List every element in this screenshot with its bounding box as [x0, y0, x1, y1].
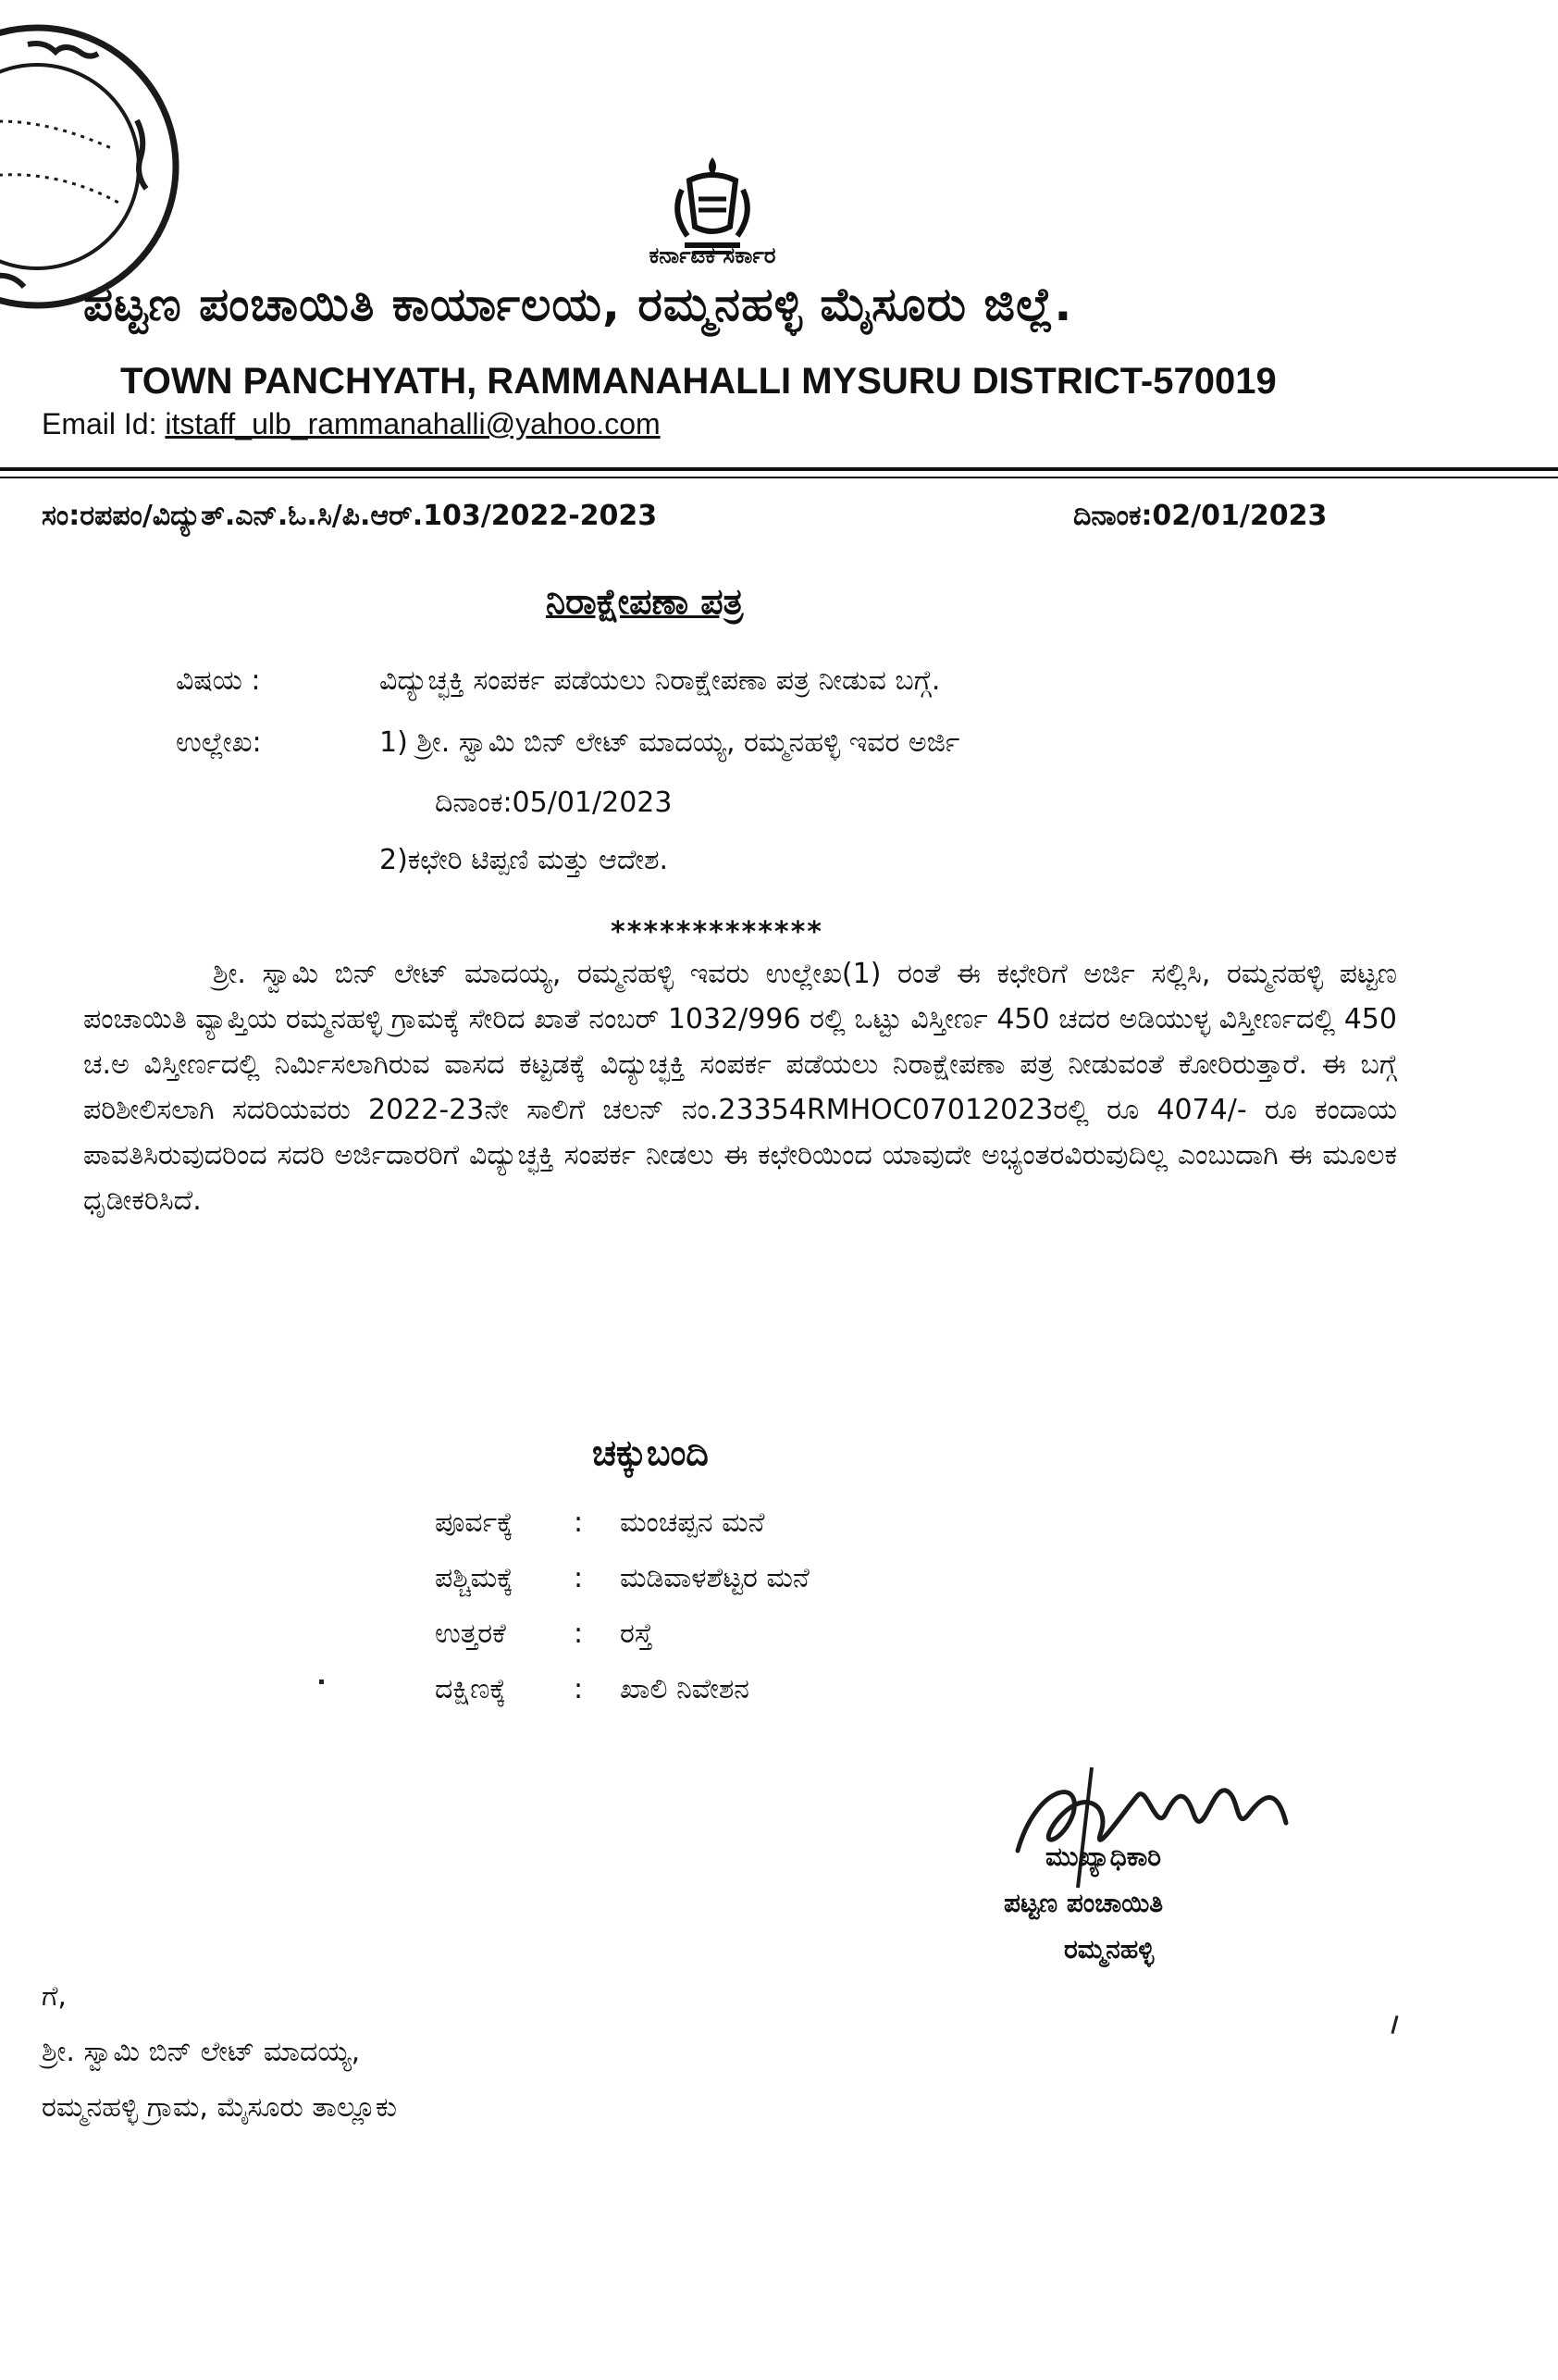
header-rule — [0, 467, 1558, 471]
boundary-colon: : — [574, 1673, 584, 1705]
office-name-kannada: ಪಟ್ಟಣ ಪಂಚಾಯಿತಿ ಕಾರ್ಯಾಲಯ, ರಮ್ಮನಹಳ್ಳಿ ಮೈಸೂರು ಜಿಲ್ಲೆ. — [83, 278, 1073, 331]
recipient-address: ರಮ್ಮನಹಳ್ಳಿ ಗ್ರಾಮ, ಮೈಸೂರು ತಾಲ್ಲೂಕು — [42, 2091, 398, 2124]
letter-date: ದಿನಾಂಕ:02/01/2023 — [1073, 500, 1328, 532]
header-rule-thin — [0, 477, 1558, 478]
boundary-row — [435, 1673, 749, 1705]
body-text: ಶ್ರೀ. ಸ್ವಾಮಿ ಬಿನ್ ಲೇಟ್ ಮಾದಯ್ಯ, ರಮ್ಮನಹಳ್ಳಿ ಇವರು ಉಲ್ಲೇಖ(1) ರಂತೆ ಈ ಕಛೇರಿಗೆ ಅರ್ಜಿ ಸಲ್ಲಿಸಿ, ರಮ್ಮನಹಳ್ಳಿ ಪಟ್ಟಣ ಪಂಚಾಯಿತಿ ವ್ಯಾಪ್ತಿಯ ರಮ್ಮನಹಳ್ಳಿ ಗ್ರಾಮಕ್ಕೆ ಸೇರಿದ ಖಾತೆ ನಂಬರ್ 1032/996 ರಲ್ಲಿ ಒಟ್ಟು ವಿಸ್ತೀರ್ಣ 450 ಚದರ ಅಡಿಯುಳ್ಳ ವಿಸ್ತೀರ್ಣದಲ್ಲಿ 450 ಚ.ಅ ವಿಸ್ತೀರ್ಣದಲ್ಲಿ ನಿರ್ಮಿಸಲಾಗಿರುವ ವಾಸದ ಕಟ್ಟಡಕ್ಕೆ ವಿದ್ಯುಚ್ಛಕ್ತಿ ಸಂಪರ್ಕ ಪಡೆಯಲು ನಿರಾಕ್ಷೇಪಣಾ ಪತ್ರ ನೀಡುವಂತೆ ಕೋರಿರುತ್ತಾರೆ. ಈ ಬಗ್ಗೆ ಪರಿಶೀಲಿಸಲಾಗಿ ಸದರಿಯವರು 2022-23ನೇ ಸಾಲಿಗೆ ಚಲನ್ ನಂ.23354RMHOC07012023ರಲ್ಲಿ ರೂ 4074/- ರೂ ಕಂದಾಯ ಪಾವತಿಸಿರುವುದರಿಂದ ಸದರಿ ಅರ್ಜಿದಾರರಿಗೆ ವಿದ್ಯುಚ್ಛಕ್ತಿ ಸಂಪರ್ಕ ನೀಡಲು ಈ ಕಛೇರಿಯಿಂದ ಯಾವುದೇ ಅಭ್ಯಂತರವಿರುವುದಿಲ್ಲ ಎಂಬುದಾಗಿ ಈ ಮೂಲಕ ಧೃಡೀಕರಿಸಿದೆ. — [83, 958, 1397, 1217]
stray-mark — [1391, 2015, 1398, 2034]
recipient-name: ಶ್ರೀ. ಸ್ವಾಮಿ ಬಿನ್ ಲೇಟ್ ಮಾದಯ್ಯ, — [42, 2036, 361, 2068]
reference-item-1: 1) ಶ್ರೀ. ಸ್ವಾಮಿ ಬಿನ್ ಲೇಟ್ ಮಾದಯ್ಯ, ರಮ್ಮನಹಳ್ಳಿ ಇವರ ಅರ್ಜಿ — [379, 726, 960, 759]
reference-item-1-date: ದಿನಾಂಕ:05/01/2023 — [435, 787, 673, 819]
separator-stars: ************* — [611, 916, 823, 948]
reference-item-2: 2)ಕಛೇರಿ ಟಿಪ್ಪಣಿ ಮತ್ತು ಆದೇಶ. — [379, 844, 669, 876]
boundary-value: ಮಂಚಪ್ಪನ ಮನೆ — [620, 1506, 765, 1539]
boundary-colon: : — [574, 1562, 584, 1594]
boundary-direction: ದಕ್ಷಿಣಕ್ಕೆ — [435, 1673, 506, 1705]
reference-number: ಸಂ:ರಪಪಂ/ವಿದ್ಯುತ್.ಎನ್.ಓ.ಸಿ/ಪಿ.ಆರ್.103/2022-2023 — [42, 500, 658, 532]
office-seal-stamp — [0, 19, 185, 315]
office-name-english: TOWN PANCHYATH, RAMMANAHALLI MYSURU DISTRICT-570019 — [120, 361, 1277, 402]
signatory-place: ರಮ್ಮನಹಳ್ಳಿ — [1064, 1934, 1155, 1965]
recipient-to-label: ಗೆ, — [42, 1980, 67, 2013]
signatory-designation: ಮುಖ್ಯಾಧಿಕಾರಿ — [1045, 1841, 1162, 1872]
document-title: ನಿರಾಕ್ಷೇಪಣಾ ಪತ್ರ — [546, 581, 744, 622]
boundary-colon: : — [574, 1506, 584, 1539]
email-line — [42, 407, 661, 441]
stray-dot — [319, 1680, 324, 1684]
boundary-direction: ಪೂರ್ವಕ್ಕೆ — [435, 1506, 513, 1539]
references-label: ಉಲ್ಲೇಖ: — [176, 726, 262, 759]
boundary-value: ಮಡಿವಾಳಶೆಟ್ಟರ ಮನೆ — [620, 1562, 810, 1594]
boundary-direction: ಉತ್ತರಕೆ — [435, 1618, 506, 1650]
email-label: Email Id: — [42, 407, 157, 440]
boundaries-title: ಚಕ್ಕುಬಂದಿ — [592, 1432, 709, 1473]
boundary-row — [435, 1562, 810, 1594]
boundary-row — [435, 1618, 653, 1650]
subject-text: ವಿದ್ಯುಚ್ಛಕ್ತಿ ಸಂಪರ್ಕ ಪಡೆಯಲು ನಿರಾಕ್ಷೇಪಣಾ ಪತ್ರ ನೀಡುವ ಬಗ್ಗೆ. — [379, 664, 941, 697]
email-address: itstaff_ulb_rammanahalli@yahoo.com — [165, 407, 661, 440]
government-label: ಕರ್ನಾಟಕ ಸರ್ಕಾರ — [649, 242, 776, 268]
signatory-office: ಪಟ್ಟಣ ಪಂಚಾಯಿತಿ — [1004, 1888, 1164, 1918]
boundary-value: ರಸ್ತೆ — [620, 1618, 653, 1650]
boundary-colon: : — [574, 1618, 584, 1650]
boundary-value: ಖಾಲಿ ನಿವೇಶನ — [620, 1673, 749, 1705]
boundary-row — [435, 1506, 764, 1539]
subject-label: ವಿಷಯ : — [176, 664, 261, 697]
body-paragraph — [83, 951, 1397, 1223]
boundary-direction: ಪಶ್ಚಿಮಕ್ಕೆ — [435, 1562, 513, 1594]
